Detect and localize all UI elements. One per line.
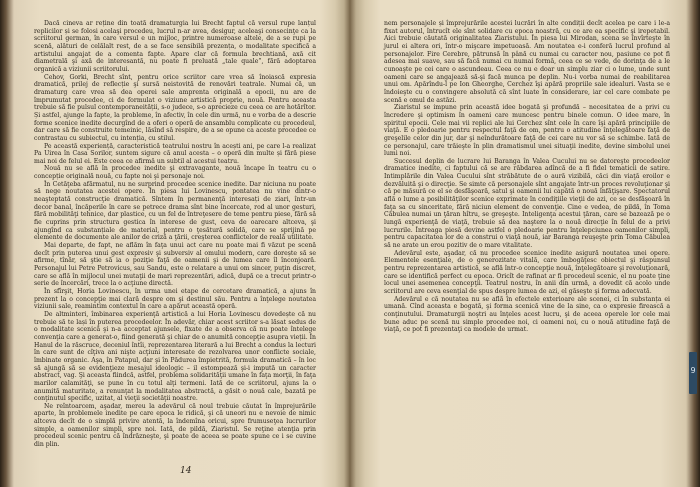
index-tab-label: 9 bbox=[690, 366, 696, 375]
paragraph: Mai departe, de fapt, ne aflăm în faţa unui act care nu poate mai fi văzut pe scenă decît prin puterea unui gest expresiv şi subversiv al omului modern, care dorește să se afirme, tînăr, să ştie să ia o poziţie faţă de oamenii şi de lumea care îl înconjoară. Personajul lui Petre Petrovicus, sau Sandu, este o relatare a unui om sincer, puţin discret, care se află în mijlocul unei mutaţii de mari reprezentări, adică, după ce a trecut printr-o serie de încercări, trece la o acţiune directă. bbox=[34, 242, 316, 288]
left-page-text bbox=[34, 20, 316, 449]
paragraph: Nouă nu se află în procedee inedite şi extravagante, nouă încape în teatru cu o concepție originală nouă, cu fapte noi şi personaje noi. bbox=[34, 165, 316, 181]
paragraph: Ziaristul se impune prin această idee bogată şi profundă – necesitatea de a privi cu încredere şi optimism în oameni care muncesc pentru binele comun. O idee mare, în spiritul epocii. Cele mai vii replici ale lui Cerchez sînt cele în care îşi apără principiile de viaţă. E o pledoarie pentru respectul faţă de om, pentru o atitudine înţelegătoare faţă de greşelile celor din jur, dar şi neîndurătoare faţă de cei care nu vor să se schimbe. Iată de ce personajul, care trăieşte în plin dramatismul unei situaţii inedite, devine simbolul unei lumi noi. bbox=[384, 104, 670, 158]
right-page-text bbox=[384, 20, 670, 334]
right-page bbox=[358, 0, 688, 487]
paragraph: Adevărul e că noutatea nu se află în efectele exterioare ale scenei, ci în substanța ei umană. Cînd aceasta e bogată, şi forma scenică vine de la sine, ca o expresie firească a conţinutului. Dramaturgii noştri au înţeles acest lucru, şi de aceea operele lor cele mai bune aduc pe scenă nu simple procedee noi, ci oameni noi, cu o nouă atitudine faţă de viaţă, ce pot fi prezentaţi ca modele de urmat. bbox=[384, 295, 670, 334]
paragraph: Cehov, Gorki, Brecht sînt, pentru orice scriitor care vrea să înoiască expresia dramatică, prilej de reflecție şi sursă neistovită de renovări teatrale. Numai că, un dramaturg care vrea să dea operei sale amprenta originală a epocii, nu are de împrumutat procedee, ci de formulat o viziune artistică proprie, nouă. Pentru aceasta trebuie să fie pulsul contemporaneității, s-o judece, s-o aprecieze cu ceea ce are hotărîtor. Și astfel, ajunge la fapte, la probleme, în afectiv, în cele din urmă, nu e vorba de a descrie forme scenice inedite decurgînd de a oferi o operă de ansamblu complicate cu procedeul, dar care să fie construite temeinic, lăsînd să respire, de a se opune ca aceste procedee ce contrastau cu subiectul, cu intenția, cu stilul. bbox=[34, 73, 316, 142]
page-number: 14 bbox=[180, 466, 192, 476]
paragraph: Ne reîntoarcem, aşadar, mereu la adevărul că noul trebuie căutat în împrejurările aparte, în problemele inedite pe care epoca le ridică, şi că uneori nu e nevoie de nimic altceva decît de o simplă privire atentă, la îndemîna oricui, spre frumuseţea lucrurilor simple, a oamenilor simpli, spre noi. Iată, de pildă, Ziaristul. Se reţine atenţia prin procedeul scenic pentru că îndrăzneşte, şi poate de aceea se poate spune ce i se cuvine din plin. bbox=[34, 402, 316, 449]
paragraph: Succesul deplin de lucrare lui Baranga în Valea Cucului nu se datoreşte procedeelor dramatice inedite, ci faptului că se are răbdarea adîncă de a fi fidel tematicii de satire. Intimplările din Valea Cucului sînt străbătute de o aură vizibilă, căci din viaţă eroilor e dezvăluită şi o direcţie. Se simte că personajele sînt angajate într-un proces revoluţionar şi că pe măsură ce el se desfăşoară, satul şi oamenii lui capătă o nouă înfăţişare. Spectatorul află o lume a posibilităţilor scenice exprimate în condiţiile vieţii de azi, ce se desfăşoară în faţa sa cu sinceritate, fără niciun element de convenţie. Cine e vedea, de pildă, în Toma Căbulea numai un ţăran hîtru, se greşeşte. Inteligenţa acestui ţăran, care se bazează pe o lungă experienţă de viaţă, trebuie să dea naştere la o nouă direcţie în felul de a privi lucrurile. Întreaga piesă devine astfel o pledoarie pentru înţelepciunea oamenilor simpli, pentru capacitatea lor de a construi o viaţă nouă, iar Baranga reuşeşte prin Toma Căbulea să ne arate un erou pozitiv de o mare vitalitate. bbox=[384, 157, 670, 250]
paragraph: În sfîrşit, Horia Lovinescu, în urma unei etape de cercetare dramatică, a ajuns în prezent la o concepţie mai clară despre om şi destinul său. Pentru a înţelege noutatea viziunii sale, reamintim contextul în care a apărut această operă. bbox=[34, 287, 316, 311]
left-page bbox=[12, 0, 342, 487]
paragraph: Adevărul este, aşadar, că nu procedee scenice inedite asigură noutatea unei opere. Elementele esenţiale, de o generozitate vitală, care îmbogăţesc obiectul şi râspunsul pentru reprezentarea artistică, se află într-o concepţie nouă, înţelegătoare şi revoluţionară, care se identifică perfect cu epoca. Oricît de rafinat ar fi procedeul scenic, el nu poate ţine locul unei asemenea concepţii. Teatrul nostru, în anii din urmă, a dovedit că acolo unde scriitorul are ceva esenţial de spus despre lumea de azi, el găseşte şi forma adecvată. bbox=[384, 249, 670, 295]
paragraph: De altminteri, îmbinarea experienţă artistică a lui Horia Lovinescu dovedește că nu trebuie să te lași în puterea procedeelor. În adevăr, chiar acest scriitor s-a lăsat sedus de o modalitate scenică şi n-a acceptat ajunsele, fixate de a observa că nu poate întelege convenţia care a generat-o, fiind generată şi chiar de o anumită concepţie asupra vieții. În Hanul de la răscruce, deceniul întîi, reprezentarea literară a lui Brecht a condus la lecturi în care sunt de cîţiva ani nişte acţiuni interesate de rezolvarea unor conflicte sociale, îmbinate organic. Aşa, în Patapul, dar şi în Pădurea împietrită, formula dramatică – în loc să ajungă să se evidenţieze mesajul ideologic – il estompează şi-i impută un caracter abstract, vag. Şi aceasta fiindcă, astfel, problema solidarităţii umane în faţa morţii, în faţa marilor calamităţi, se pune în cu totul alţi termeni. Iată de ce scriitorul, ajuns la o anumită maturitate, a renunţat la modalitatea abstractă, a găsit o nouă cale, bazată pe conţinutul specific, uzitat, al vieţii societăţii noastre. bbox=[34, 310, 316, 403]
paragraph: Dacă cineva ar reține din toată dramaturgia lui Brecht faptul că versul rupe lanțul replicilor și se folosi acelaşi procedeu, lucrul n-ar avea, desigur, aceleaşi consecinţe ca la scriitorul german, în care versul e un mijloc, printre numeroase altele, de a se rupi pe scenă, alături de celălalt rest, de a se face sensibilă prezența, o modalitate specifică a artistului angajat de a comenta fapte. Apare clar că formula brechtiană, axă cit diametrală şi axă de interesantă, nu poate fi preluată „tale quale”, fără adoptarea organică a viziunii scriitorului. bbox=[34, 20, 316, 73]
paragraph: nem personajele și împrejurările acestei lucrări în alte condiții decît acelea pe care i le-a fixat autorul, întrucît ele sînt solidare cu epoca noastră, cu ce are ea specific şi irepetabil. Aici trebuie căutată originalitatea Ziaristului. În piesa lui Mirodan, scena se învîrteşte în jurul ei altera ori, într-o mişcare impetuoasă. Am noutatea e-i conferă lucrul profund al personajelor. Fire Cerebre, pătrunsă în până cu numai cu caracter nou, pasiune ce pot fi adesea mai suave, sau să facă numai cu numai formă, ceea ce se vede, de dorinţa de a le cunoaşte pe cei care o ascundeau. Ceea ce nu e doar un simplu ziar ci o lume, unde sunt oameni care se angajează să-şi facă munca pe deplin. Nu-i vorba numai de reabilitarea unui om. Apărîndu-l pe Ion Gheorghe, Cerchez îşi apără propriile sale idealuri. Vasta se e îndoieşte cu o convingere absolută că sînt luate în considerare, iar cel care combate pe scenă e omul de astăzi. bbox=[384, 20, 670, 104]
paragraph: În Cetăţeba afărmatul, nu ne surprind procedee scenice inedite. Dar niciuna nu poate să nege noutatea acestei opere. În piesa lui Lovinescu, pontatea nu vine dintr-o neaşteptată construcţie dramatică. Sîntem în permanenţă interesați de ziari, într-un decor banal, încăperile în care se petrece drama sînt bine încercate, rod al unor gesturi, fără mobilităţi tehnice, dar plastice, cu un fel de întreţesere de teme pentru piese, fără să fie cuprins prin structura gestica în interese de gust, ceva de oarecare altceva, şi ajungînd ca substanțiale de material, pentru o ţesătură solidă, care se sprijină pe elemente de documente ale anilor de criză a ţării, creşterea conflictelor de reală utilitate. bbox=[34, 180, 316, 242]
paragraph: Pe această experiență, caracteristică teatrului nostru în acești ani, pe care l-a realizat Pa Uirea în Casa Sorilor, suntem sigure că anul acesta – o operă din multe și fără piese mai noi de felul ei. Este ceea ce afirmă un subtil al acestui teatru. bbox=[34, 142, 316, 165]
